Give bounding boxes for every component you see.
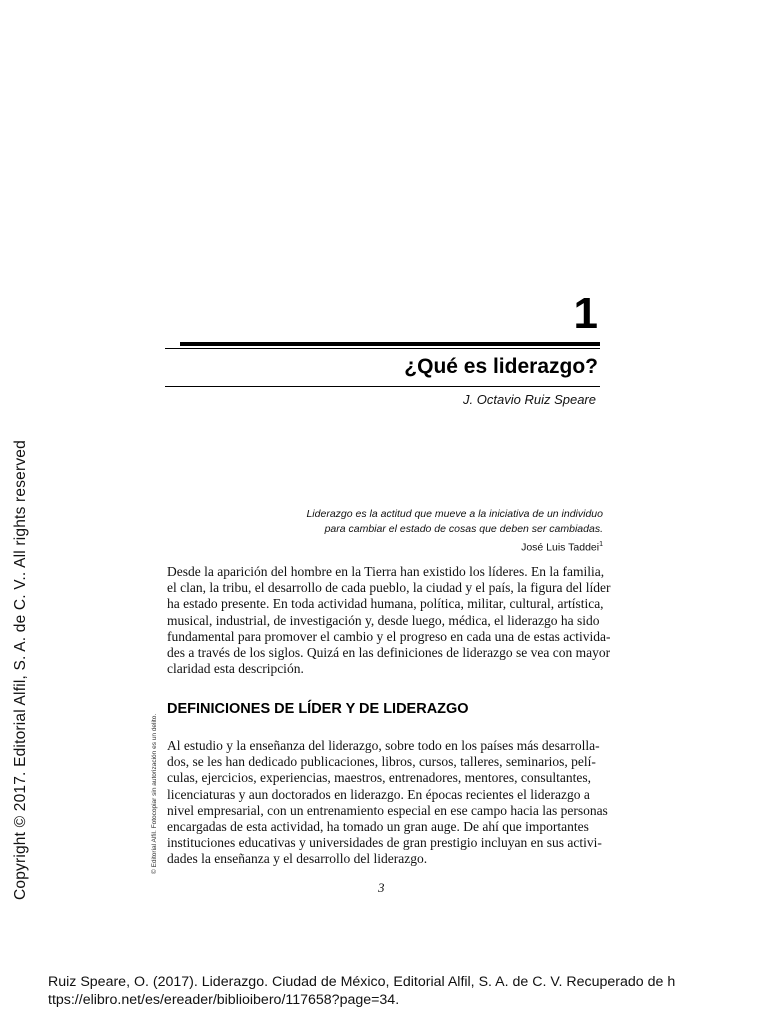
paragraph-line: dos, se les han dedicado publicaciones, libros, cursos, talleres, seminarios, pelí- [167,754,596,770]
header-rule-thin [165,348,600,349]
citation-line: Ruiz Speare, O. (2017). Liderazgo. Ciudad de México, Editorial Alfil, S. A. de C. V. Recuperado de h [48,974,676,990]
paragraph-line: Desde la aparición del hombre en la Tierra han existido los líderes. En la familia, [167,564,605,579]
chapter-number: 1 [573,289,598,338]
footnote-mark: 1 [599,541,603,548]
header-rule-thick [180,342,600,346]
section-paragraph [167,738,608,868]
paragraph-line: Al estudio y la enseñanza del liderazgo, sobre todo en los países más desarrolla- [167,738,600,753]
paragraph-line: encargadas de esta actividad, ha tomado un gran auge. De ahí que importantes [167,819,589,835]
paragraph-line: ha estado presente. En toda actividad humana, política, militar, cultural, artística, [167,596,604,612]
chapter-title: ¿Qué es liderazgo? [404,355,598,378]
epigraph [183,507,603,556]
title-rule [165,386,600,387]
copyright-notice: Copyright © 2017. Editorial Alfil, S. A. de C. V.. All rights reserved [12,440,29,900]
epigraph-author: José Luis Taddei [521,541,600,554]
intro-paragraph [167,564,611,677]
paragraph-line: claridad esta descripción. [167,661,304,677]
section-heading: DEFINICIONES DE LÍDER Y DE LIDERAZGO [167,701,469,717]
chapter-author: J. Octavio Ruiz Speare [463,392,596,407]
paragraph-line: des a través de los siglos. Quizá en las definiciones de liderazgo se vea con mayor [167,645,611,661]
epigraph-line: Liderazgo es la actitud que mueve a la iniciativa de un individuo [306,508,603,520]
citation-line: ttps://elibro.net/es/ereader/biblioibero/117658?page=34. [48,992,400,1008]
paragraph-line: culas, ejercicios, experiencias, maestros, entrenadores, mentores, consultantes, [167,770,591,786]
paragraph-line: el clan, la tribu, el desarrollo de cada pueblo, la ciudad y el país, la figura del líder [167,580,611,596]
epigraph-attribution [183,537,603,556]
epigraph-line: para cambiar el estado de cosas que deben ser cambiadas. [324,523,603,535]
paragraph-line: dades la enseñanza y el desarrollo del liderazgo. [167,851,428,867]
paragraph-line: musical, industrial, de investigación y, desde luego, médica, el liderazgo ha sido [167,612,600,628]
page-number: 3 [378,880,385,895]
paragraph-line: fundamental para promover el cambio y el progreso en cada una de estas activida- [167,628,611,644]
paragraph-line: nivel empresarial, con un entrenamiento especial en ese campo hacia las personas [167,802,608,818]
paragraph-line: licenciaturas y aun doctorados en liderazgo. En épocas recientes el liderazgo a [167,786,590,802]
citation [48,973,748,1009]
paragraph-line: instituciones educativas y universidades de gran prestigio incluyan en sus activi- [167,835,602,851]
photocopy-notice: © Editorial Alfil. Fotocopiar sin autorización es un delito. [151,713,158,874]
